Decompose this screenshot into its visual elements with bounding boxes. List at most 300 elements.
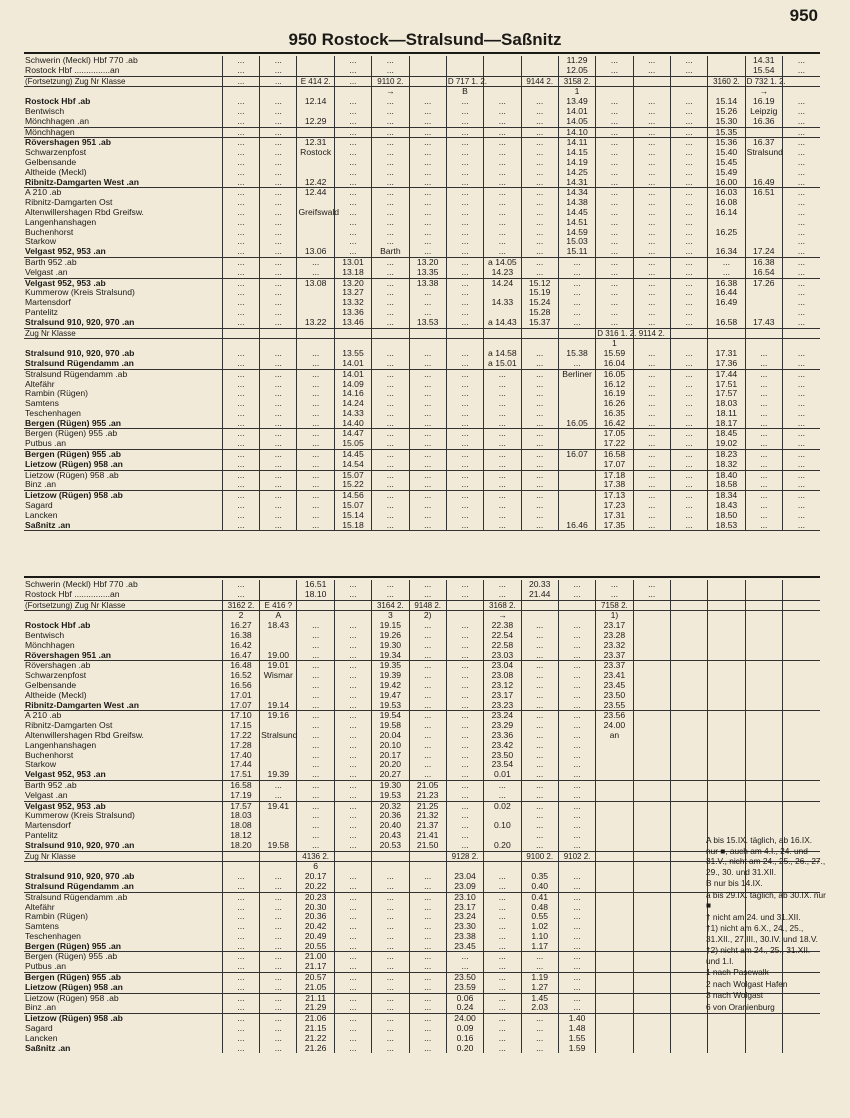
time-cell: ... — [596, 138, 633, 148]
time-cell: ... — [260, 399, 297, 409]
time-cell: ... — [782, 148, 820, 158]
time-cell — [745, 298, 782, 308]
time-cell: 17.40 — [222, 751, 259, 761]
time-cell — [596, 1003, 633, 1013]
time-cell: ... — [484, 127, 521, 138]
time-cell — [708, 780, 745, 790]
time-cell: 18.43 — [708, 501, 745, 511]
time-cell: ... — [558, 1003, 595, 1013]
time-cell: 20.55 — [297, 942, 334, 952]
timetable-row — [24, 409, 820, 419]
time-cell: ... — [446, 841, 483, 851]
time-cell: ... — [409, 308, 446, 318]
time-cell: ... — [745, 511, 782, 521]
time-cell — [708, 580, 745, 590]
time-cell — [297, 56, 334, 66]
timetable-row — [24, 389, 820, 399]
time-cell: ... — [409, 399, 446, 409]
time-cell: 17.31 — [596, 511, 633, 521]
time-cell: 14.54 — [334, 460, 371, 470]
time-cell — [633, 741, 670, 751]
time-cell: ... — [521, 257, 558, 267]
time-cell: ... — [633, 138, 670, 148]
time-cell: ... — [558, 993, 595, 1003]
time-cell — [484, 56, 521, 66]
time-cell: 12.29 — [297, 117, 334, 127]
time-cell: ... — [521, 399, 558, 409]
time-cell: ... — [334, 651, 371, 661]
time-cell: 14.05 — [558, 117, 595, 127]
time-cell — [708, 1034, 745, 1044]
time-cell: ... — [446, 791, 483, 801]
time-cell: ... — [670, 349, 707, 359]
time-cell — [633, 1044, 670, 1054]
time-cell — [558, 470, 595, 480]
time-cell: ... — [260, 872, 297, 882]
time-cell: ... — [372, 380, 409, 390]
time-cell: 18.43 — [260, 621, 297, 631]
time-cell: ... — [484, 973, 521, 983]
footnote: †1) nicht am 6.X., 24., 25., 31.XII., 27.III., 30.IV. und 18.V. — [706, 923, 818, 944]
time-cell: ... — [782, 158, 820, 168]
time-cell: ... — [372, 369, 409, 379]
timetable-row — [24, 298, 820, 308]
time-cell: ... — [372, 1034, 409, 1044]
time-cell: ... — [521, 359, 558, 369]
time-cell: ... — [222, 491, 259, 501]
time-cell — [782, 590, 820, 600]
time-cell: ... — [782, 257, 820, 267]
time-cell: ... — [521, 228, 558, 238]
time-cell: D 316 1. 2. — [597, 328, 637, 338]
time-cell: 15.14 — [334, 511, 371, 521]
time-cell: ... — [297, 681, 334, 691]
time-cell: ... — [260, 107, 297, 117]
time-cell: ... — [409, 621, 446, 631]
time-cell — [708, 751, 745, 761]
time-cell — [484, 66, 521, 76]
time-cell: ... — [334, 791, 371, 801]
time-cell — [670, 1024, 707, 1034]
time-cell — [708, 651, 745, 661]
time-cell: ... — [670, 66, 707, 76]
time-cell: ... — [372, 942, 409, 952]
time-cell: ... — [372, 56, 409, 66]
time-cell: 1.59 — [558, 1044, 595, 1054]
time-cell: ... — [297, 268, 334, 278]
time-cell: ... — [782, 278, 820, 288]
footnote: 1 nach Pasewalk — [706, 967, 769, 977]
time-cell — [446, 328, 483, 339]
time-cell: ... — [334, 942, 371, 952]
time-cell: 20.20 — [372, 760, 409, 770]
time-cell: ... — [260, 76, 297, 87]
time-cell: ... — [633, 178, 670, 188]
time-cell — [670, 681, 707, 691]
time-cell — [670, 942, 707, 952]
timetable-row — [24, 87, 820, 97]
time-cell — [670, 661, 707, 671]
time-cell — [745, 811, 782, 821]
time-cell — [446, 600, 483, 611]
time-cell: ... — [782, 450, 820, 460]
time-cell: ... — [596, 117, 633, 127]
time-cell: ... — [782, 480, 820, 490]
time-cell — [708, 641, 745, 651]
time-cell: ... — [297, 831, 334, 841]
time-cell — [708, 681, 745, 691]
time-cell — [745, 580, 782, 590]
time-cell — [782, 1034, 820, 1044]
time-cell: 19.15 — [372, 621, 409, 631]
time-cell — [558, 600, 595, 611]
footnote: a bis 29.IX. täglich, ab 30.IX. nur ■ — [706, 889, 826, 910]
time-cell: ... — [260, 480, 297, 490]
time-cell: Berliner — [558, 369, 595, 379]
time-cell — [745, 1014, 782, 1024]
time-cell: ... — [484, 501, 521, 511]
time-cell: Wismar — [260, 671, 297, 681]
time-cell: ... — [409, 760, 446, 770]
time-cell — [372, 851, 409, 862]
time-cell: 16.05 — [558, 419, 595, 429]
time-cell: ... — [409, 590, 446, 600]
time-cell: ... — [521, 671, 558, 681]
time-cell: ... — [782, 288, 820, 298]
time-cell: ... — [670, 148, 707, 158]
time-cell — [670, 721, 707, 731]
time-cell: ... — [446, 952, 483, 962]
time-cell: 21.32 — [409, 811, 446, 821]
time-cell: 16.04 — [596, 359, 633, 369]
time-cell — [670, 1003, 707, 1013]
time-cell: 13.18 — [334, 268, 371, 278]
time-cell: ... — [782, 198, 820, 208]
time-cell: 14.19 — [558, 158, 595, 168]
timetable-row — [24, 912, 820, 922]
time-cell: ... — [782, 429, 820, 439]
timetable-row — [24, 651, 820, 661]
time-cell: 23.42 — [484, 741, 521, 751]
time-cell: ... — [260, 932, 297, 942]
station-name: Saßnitz .an — [25, 1042, 71, 1053]
time-cell: 17.51 — [708, 380, 745, 390]
station-name: Lietzow (Rügen) 958 .ab — [25, 490, 123, 501]
station-name: Lietzow (Rügen) 958 .ab — [25, 469, 119, 480]
time-cell: ... — [372, 993, 409, 1003]
time-cell — [297, 228, 334, 238]
time-cell: ... — [745, 501, 782, 511]
time-cell: ... — [521, 751, 558, 761]
time-cell: ... — [222, 511, 259, 521]
time-cell: ... — [670, 369, 707, 379]
time-cell: ... — [297, 389, 334, 399]
time-cell: ... — [260, 298, 297, 308]
time-cell: ... — [222, 480, 259, 490]
time-cell: ... — [446, 288, 483, 298]
time-cell: ... — [745, 389, 782, 399]
time-cell: ... — [222, 912, 259, 922]
time-cell: 20.17 — [297, 872, 334, 882]
time-cell: ... — [297, 409, 334, 419]
time-cell: ... — [222, 460, 259, 470]
time-cell: ... — [633, 521, 670, 531]
time-cell: ... — [596, 298, 633, 308]
time-cell — [782, 791, 820, 801]
time-cell: ... — [484, 138, 521, 148]
time-cell: 23.50 — [596, 691, 633, 701]
time-cell: 15.59 — [596, 349, 633, 359]
time-cell: ... — [334, 56, 371, 66]
time-cell: ... — [484, 399, 521, 409]
time-cell: 20.36 — [372, 811, 409, 821]
time-cell: ... — [334, 590, 371, 600]
footnote: 2 nach Wolgast Hafen — [706, 978, 788, 989]
time-cell: ... — [372, 922, 409, 932]
time-cell — [708, 770, 745, 780]
time-cell: ... — [633, 511, 670, 521]
station-name: Lietzow (Rügen) 958 .ab — [25, 992, 119, 1003]
time-cell: 20.22 — [297, 882, 334, 892]
time-cell: 17.51 — [222, 770, 259, 780]
time-cell: 15.40 — [708, 148, 745, 158]
time-cell: 16.37 — [745, 138, 782, 148]
time-cell — [670, 641, 707, 651]
time-cell: ... — [558, 318, 595, 328]
time-cell: ... — [260, 127, 297, 138]
time-cell: ... — [446, 257, 483, 267]
time-cell: 23.08 — [484, 671, 521, 681]
time-cell: ... — [782, 439, 820, 449]
time-cell: ... — [334, 661, 371, 671]
time-cell — [782, 671, 820, 681]
time-cell: 1.02 — [521, 922, 558, 932]
station-name: Rostock Hbf .ab — [25, 96, 91, 107]
time-cell: 21.41 — [409, 831, 446, 841]
time-cell — [633, 831, 670, 841]
time-cell: ... — [596, 107, 633, 117]
time-cell — [633, 751, 670, 761]
time-cell: 15.45 — [708, 158, 745, 168]
time-cell — [708, 791, 745, 801]
time-cell: ... — [260, 409, 297, 419]
station-name: Velgast 952, 953 .an — [24, 247, 222, 257]
time-cell: ... — [334, 952, 371, 962]
time-cell — [782, 600, 820, 611]
station-name: Putbus .an — [24, 439, 222, 449]
timetable-row — [24, 631, 820, 641]
time-cell: 18.34 — [708, 491, 745, 501]
time-cell: 9102 2. — [558, 851, 595, 862]
time-cell: ... — [446, 208, 483, 218]
time-cell: ... — [334, 208, 371, 218]
time-cell — [782, 701, 820, 711]
time-cell: ... — [372, 188, 409, 198]
time-cell: 19.34 — [372, 651, 409, 661]
time-cell — [670, 932, 707, 942]
timetable-row — [24, 993, 820, 1003]
time-cell: 14.24 — [334, 399, 371, 409]
time-cell — [782, 691, 820, 701]
time-cell: 20.17 — [372, 751, 409, 761]
time-cell: ... — [745, 419, 782, 429]
time-cell — [633, 1014, 670, 1024]
timetable-row — [24, 168, 820, 178]
time-cell: ... — [484, 369, 521, 379]
time-cell — [596, 1024, 633, 1034]
time-cell: 9128 2. — [446, 851, 483, 862]
time-cell: ... — [409, 369, 446, 379]
time-cell: ... — [409, 208, 446, 218]
time-cell: ... — [521, 419, 558, 429]
station-name: Teschenhagen — [25, 407, 81, 418]
time-cell: 17.23 — [596, 501, 633, 511]
time-cell: ... — [521, 962, 558, 972]
timetable-row — [24, 872, 820, 882]
station-name: Gelbensande — [25, 679, 77, 690]
time-cell — [633, 671, 670, 681]
time-cell: ... — [521, 268, 558, 278]
time-cell — [260, 681, 297, 691]
time-cell: ... — [670, 127, 707, 138]
time-cell: 16.56 — [222, 681, 259, 691]
time-cell: 13.36 — [334, 308, 371, 318]
time-cell: 17.38 — [596, 480, 633, 490]
time-cell — [670, 841, 707, 851]
time-cell: 13.06 — [297, 247, 334, 257]
station-name: Barth 952 .ab — [25, 256, 77, 267]
time-cell: 20.33 — [521, 580, 558, 590]
timetable-row — [24, 158, 820, 168]
time-cell: 21.23 — [409, 791, 446, 801]
time-cell: ... — [446, 450, 483, 460]
time-cell: ... — [558, 811, 595, 821]
time-cell — [558, 439, 595, 449]
time-cell: ... — [446, 811, 483, 821]
time-cell — [596, 942, 633, 952]
time-cell: ... — [484, 932, 521, 942]
time-cell: a 14.05 — [484, 257, 521, 267]
time-cell — [596, 770, 633, 780]
time-cell: ... — [521, 831, 558, 841]
time-cell: ... — [297, 501, 334, 511]
time-cell: ... — [558, 801, 595, 811]
time-cell: ... — [260, 257, 297, 267]
time-cell: ... — [670, 298, 707, 308]
time-cell: 23.04 — [446, 872, 483, 882]
station-name: Altenwillershagen Rbd Greifsw. — [25, 206, 144, 217]
time-cell: 1.17 — [521, 942, 558, 952]
time-cell — [260, 580, 297, 590]
time-cell: ... — [521, 1044, 558, 1054]
time-cell: 23.41 — [596, 671, 633, 681]
station-name: Mönchhagen — [25, 639, 75, 650]
time-cell: ... — [521, 501, 558, 511]
time-cell: ... — [222, 580, 259, 590]
timetable-row — [24, 671, 820, 681]
station-name: Velgast 952, 953 .an — [24, 770, 222, 780]
time-cell — [745, 691, 782, 701]
timetable-row — [24, 973, 820, 983]
time-cell: ... — [484, 439, 521, 449]
time-cell: ... — [372, 66, 409, 76]
time-cell: ... — [782, 298, 820, 308]
time-cell: ... — [670, 511, 707, 521]
time-cell — [670, 962, 707, 972]
time-cell: ... — [633, 501, 670, 511]
time-cell: ... — [446, 741, 483, 751]
time-cell: ... — [409, 922, 446, 932]
time-cell: ... — [782, 218, 820, 228]
time-cell: ... — [222, 439, 259, 449]
timetable-row — [24, 138, 820, 148]
station-name: Kummerow (Kreis Stralsund) — [25, 287, 135, 298]
time-cell: ... — [222, 247, 259, 257]
time-cell: ... — [409, 168, 446, 178]
station-name: Buchenhorst — [25, 749, 74, 760]
time-cell: ... — [521, 681, 558, 691]
time-cell — [670, 780, 707, 790]
time-cell: ... — [297, 780, 334, 790]
time-cell: 23.10 — [446, 892, 483, 902]
station-name: Zug Nr Klasse — [24, 851, 222, 862]
time-cell: ... — [633, 198, 670, 208]
time-cell: ... — [484, 380, 521, 390]
time-cell: ... — [484, 942, 521, 952]
time-cell: ... — [484, 198, 521, 208]
time-cell: ... — [558, 912, 595, 922]
time-cell: 16.49 — [745, 178, 782, 188]
time-cell: 16.25 — [708, 228, 745, 238]
time-cell: ... — [334, 168, 371, 178]
time-cell: ... — [633, 168, 670, 178]
time-cell — [596, 831, 633, 841]
time-cell: ... — [745, 429, 782, 439]
time-cell: 17.22 — [222, 731, 259, 741]
time-cell: 20.10 — [372, 741, 409, 751]
time-cell: ... — [334, 741, 371, 751]
time-cell: ... — [297, 429, 334, 439]
timetable-row — [24, 480, 820, 490]
time-cell: ... — [222, 158, 259, 168]
time-cell: ... — [409, 188, 446, 198]
station-name: Pantelitz — [25, 829, 58, 840]
time-cell: 14.01 — [558, 107, 595, 117]
time-cell: ... — [521, 521, 558, 531]
time-cell: ... — [670, 268, 707, 278]
time-cell: 1 — [558, 87, 595, 97]
time-cell: ... — [297, 380, 334, 390]
time-cell: ... — [222, 380, 259, 390]
time-cell — [708, 1044, 745, 1054]
time-cell: ... — [260, 208, 297, 218]
time-cell: ... — [297, 811, 334, 821]
time-cell: ... — [372, 1044, 409, 1054]
time-cell: ... — [596, 228, 633, 238]
time-cell: ... — [484, 511, 521, 521]
time-cell — [633, 760, 670, 770]
time-cell: ... — [409, 228, 446, 238]
time-cell: ... — [596, 188, 633, 198]
time-cell: 18.10 — [297, 590, 334, 600]
time-cell: 19.58 — [260, 841, 297, 851]
time-cell: 16.08 — [708, 198, 745, 208]
time-cell: 17.19 — [222, 791, 259, 801]
time-cell: ... — [558, 257, 595, 267]
time-cell: Stralsund — [746, 147, 783, 158]
time-cell — [484, 851, 521, 862]
time-cell: ... — [446, 801, 483, 811]
